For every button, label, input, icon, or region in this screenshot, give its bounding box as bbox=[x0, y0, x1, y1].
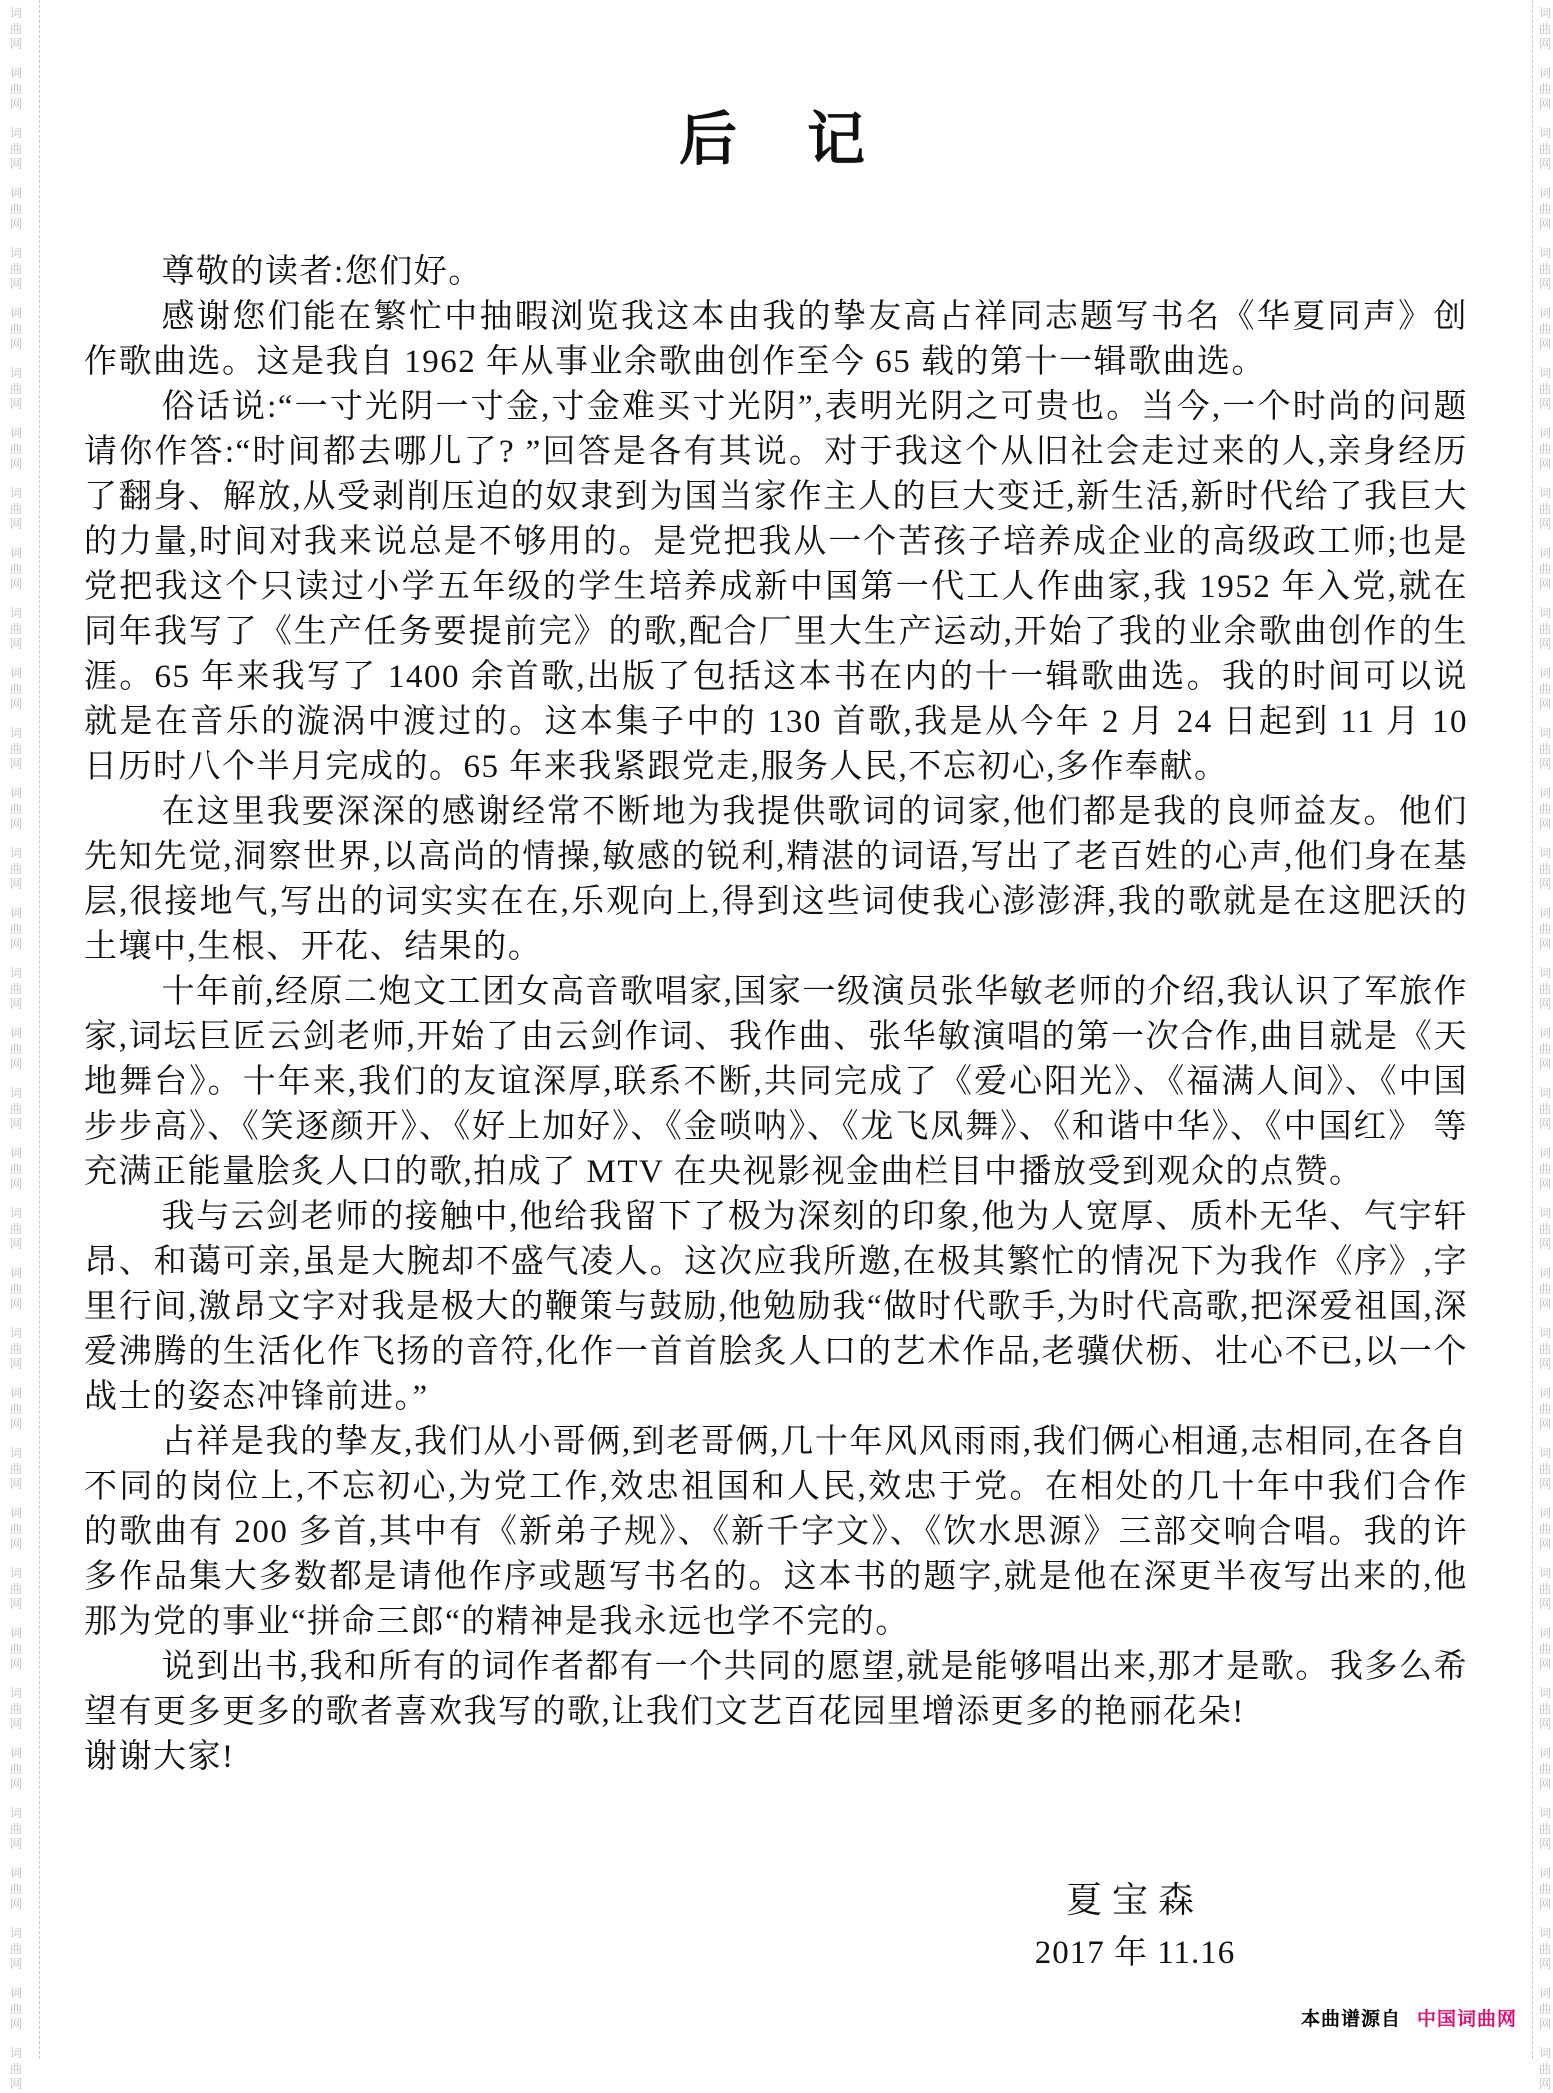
watermark-text: 词 曲 网 bbox=[9, 1326, 22, 1371]
watermark-text: 词 曲 网 bbox=[9, 1446, 22, 1491]
paragraph: 尊敬的读者:您们好。 bbox=[161, 254, 483, 290]
source-attribution bbox=[1301, 2006, 1517, 2032]
watermark-text: 词 曲 网 bbox=[9, 66, 22, 111]
watermark-text: 词 曲 网 bbox=[1538, 1146, 1551, 1191]
watermark-text: 词 曲 网 bbox=[9, 366, 22, 411]
watermark-text: 词 曲 网 bbox=[1538, 1686, 1551, 1731]
watermark-text: 词 曲 网 bbox=[1538, 606, 1551, 651]
paragraph: 说到出书,我和所有的词作者都有一个共同的愿望,就是能够唱出来,那才是歌。我多么希望有更多更多的歌者喜欢我写的歌,让我们文艺百花园里增添更多的艳丽花朵! bbox=[84, 1649, 1468, 1730]
watermark-text: 词 曲 网 bbox=[1538, 426, 1551, 471]
watermark-text: 词 曲 网 bbox=[9, 1986, 22, 2031]
watermark-text: 词 曲 网 bbox=[1538, 1506, 1551, 1551]
watermark-text: 词 曲 网 bbox=[1538, 786, 1551, 831]
afterword-body bbox=[84, 250, 1468, 1780]
watermark-text: 词 曲 网 bbox=[9, 1206, 22, 1251]
paragraph: 谢谢大家! bbox=[84, 1739, 235, 1775]
watermark-text: 词 曲 网 bbox=[9, 1086, 22, 1131]
watermark-text: 词 曲 网 bbox=[1538, 726, 1551, 771]
watermark-text: 词 曲 网 bbox=[1538, 966, 1551, 1011]
watermark-text: 词 曲 网 bbox=[9, 1026, 22, 1071]
watermark-column-left bbox=[8, 6, 24, 2091]
signature-date: 2017 年 11.16 bbox=[1034, 1935, 1236, 1971]
watermark-text: 词 曲 网 bbox=[1538, 6, 1551, 51]
watermark-text: 词 曲 网 bbox=[1538, 1326, 1551, 1371]
watermark-text: 词 曲 网 bbox=[1538, 186, 1551, 231]
watermark-text: 词 曲 网 bbox=[1538, 2046, 1551, 2091]
paragraph: 我与云剑老师的接触中,他给我留下了极为深刻的印象,他为人宽厚、质朴无华、气宇轩昂、和蔼可亲,虽是大腕却不盛气凌人。这次应我所邀,在极其繁忙的情况下为我作《序》,字里行间,激昂文字对我是极大的鞭策与鼓励,他勉励我“做时代歌手,为时代高歌,把深爱祖国,深爱沸腾的生活化作飞扬的音符,化作一首首脍炙人口的艺术作品,老骥伏枥、壮心不已,以一个战士的姿态冲锋前进。” bbox=[84, 1199, 1468, 1415]
paragraph: 俗话说:“一寸光阴一寸金,寸金难买寸光阴”,表明光阴之可贵也。当今,一个时尚的问题请你作答:“时间都去哪儿了? ”回答是各有其说。对于我这个从旧社会走过来的人,亲身经历了翻身、解放,从受剥削压迫的奴隶到为国当家作主人的巨大变迁,新生活,新时代给了我巨大的力量,时间对我来说总是不够用的。是党把我从一个苦孩子培养成企业的高级政工师;也是党把我这个只读过小学五年级的学生培养成新中国第一代工人作曲家,我 1952 年入党,就在同年我写了《生产任务要提前完》的歌,配合厂里大生产运动,开始了我的业余歌曲创作的生涯。65 年来我写了 1400 余首歌,出版了包括这本书在内的十一辑歌曲选。我的时间可以说就是在音乐的漩涡中渡过的。这本集子中的 130 首歌,我是从今年 2 月 24 日起到 11 月 10 日历时八个半月完成的。65 年来我紧跟党走,服务人民,不忘初心,多作奉献。 bbox=[84, 389, 1468, 785]
watermark-text: 词 曲 网 bbox=[9, 606, 22, 651]
watermark-text: 词 曲 网 bbox=[9, 546, 22, 591]
watermark-text: 词 曲 网 bbox=[9, 186, 22, 231]
paragraph: 感谢您们能在繁忙中抽暇浏览我这本由我的挚友高占祥同志题写书名《华夏同声》创作歌曲选。这是我自 1962 年从事业余歌曲创作至今 65 载的第十一辑歌曲选。 bbox=[84, 299, 1468, 380]
watermark-text: 词 曲 网 bbox=[1538, 1206, 1551, 1251]
page-title: 后 记 bbox=[678, 107, 871, 172]
watermark-text: 词 曲 网 bbox=[9, 426, 22, 471]
source-prefix-label: 本曲谱源自 bbox=[1300, 2008, 1401, 2030]
watermark-text: 词 曲 网 bbox=[9, 1266, 22, 1311]
watermark-text: 词 曲 网 bbox=[9, 1506, 22, 1551]
watermark-text: 词 曲 网 bbox=[9, 846, 22, 891]
watermark-text: 词 曲 网 bbox=[1538, 846, 1551, 891]
author-name: 夏宝森 bbox=[1065, 1880, 1204, 1920]
watermark-text: 词 曲 网 bbox=[1538, 1566, 1551, 1611]
watermark-text: 词 曲 网 bbox=[1538, 1386, 1551, 1431]
watermark-text: 词 曲 网 bbox=[1538, 1746, 1551, 1791]
watermark-text: 词 曲 网 bbox=[1538, 1626, 1551, 1671]
watermark-text: 词 曲 网 bbox=[9, 6, 22, 51]
watermark-text: 词 曲 网 bbox=[9, 306, 22, 351]
watermark-text: 词 曲 网 bbox=[1538, 1986, 1551, 2031]
watermark-text: 词 曲 网 bbox=[9, 1566, 22, 1611]
watermark-text: 词 曲 网 bbox=[1538, 126, 1551, 171]
signature-block bbox=[930, 1878, 1340, 1975]
watermark-text: 词 曲 网 bbox=[9, 906, 22, 951]
watermark-column-right bbox=[1537, 6, 1553, 2091]
watermark-text: 词 曲 网 bbox=[1538, 1026, 1551, 1071]
watermark-text: 词 曲 网 bbox=[1538, 1806, 1551, 1851]
left-dashed-divider bbox=[39, 0, 40, 2059]
watermark-text: 词 曲 网 bbox=[9, 126, 22, 171]
watermark-text: 词 曲 网 bbox=[1538, 1086, 1551, 1131]
watermark-text: 词 曲 网 bbox=[1538, 486, 1551, 531]
watermark-text: 词 曲 网 bbox=[1538, 1446, 1551, 1491]
watermark-text: 词 曲 网 bbox=[1538, 66, 1551, 111]
watermark-text: 词 曲 网 bbox=[9, 2046, 22, 2091]
paragraph: 在这里我要深深的感谢经常不断地为我提供歌词的词家,他们都是我的良师益友。他们先知先觉,洞察世界,以高尚的情操,敏感的锐利,精湛的词语,写出了老百姓的心声,他们身在基层,很接地气,写出的词实实在在,乐观向上,得到这些词使我心澎澎湃,我的歌就是在这肥沃的土壤中,生根、开花、结果的。 bbox=[84, 794, 1468, 965]
watermark-text: 词 曲 网 bbox=[9, 1926, 22, 1971]
watermark-text: 词 曲 网 bbox=[9, 1806, 22, 1851]
watermark-text: 词 曲 网 bbox=[9, 246, 22, 291]
watermark-text: 词 曲 网 bbox=[1538, 906, 1551, 951]
watermark-text: 词 曲 网 bbox=[9, 1866, 22, 1911]
watermark-text: 词 曲 网 bbox=[9, 726, 22, 771]
source-site-link[interactable]: 中国词曲网 bbox=[1416, 2008, 1517, 2030]
watermark-text: 词 曲 网 bbox=[9, 1146, 22, 1191]
watermark-text: 词 曲 网 bbox=[1538, 1926, 1551, 1971]
watermark-text: 词 曲 网 bbox=[9, 486, 22, 531]
watermark-text: 词 曲 网 bbox=[9, 966, 22, 1011]
watermark-text: 词 曲 网 bbox=[1538, 366, 1551, 411]
watermark-text: 词 曲 网 bbox=[1538, 546, 1551, 591]
watermark-text: 词 曲 网 bbox=[1538, 1866, 1551, 1911]
watermark-text: 词 曲 网 bbox=[9, 786, 22, 831]
watermark-text: 词 曲 网 bbox=[1538, 246, 1551, 291]
paragraph: 占祥是我的挚友,我们从小哥俩,到老哥俩,几十年风风雨雨,我们俩心相通,志相同,在各自不同的岗位上,不忘初心,为党工作,效忠祖国和人民,效忠于党。在相处的几十年中我们合作的歌曲有 200 多首,其中有《新弟子规》、《新千字文》、《饮水思源》三部交响合唱。我的许多作品集大多数都是请他作序或题写书名的。这本书的题字,就是他在深更半夜写出来的,他那为党的事业“拼命三郎“的精神是我永远也学不完的。 bbox=[84, 1424, 1468, 1640]
watermark-text: 词 曲 网 bbox=[9, 1386, 22, 1431]
watermark-text: 词 曲 网 bbox=[1538, 666, 1551, 711]
watermark-text: 词 曲 网 bbox=[9, 1746, 22, 1791]
paragraph: 十年前,经原二炮文工团女高音歌唱家,国家一级演员张华敏老师的介绍,我认识了军旅作家,词坛巨匠云剑老师,开始了由云剑作词、我作曲、张华敏演唱的第一次合作,曲目就是《天地舞台》。十年来,我们的友谊深厚,联系不断,共同完成了《爱心阳光》、《福满人间》、《中国步步高》、《笑逐颜开》、《好上加好》、《金唢呐》、《龙飞凤舞》、《和谐中华》、《中国红》 等充满正能量脍炙人口的歌,拍成了 MTV 在央视影视金曲栏目中播放受到观众的点赞。 bbox=[84, 974, 1468, 1190]
right-dashed-divider bbox=[1532, 0, 1533, 2059]
watermark-text: 词 曲 网 bbox=[1538, 1266, 1551, 1311]
watermark-text: 词 曲 网 bbox=[9, 1686, 22, 1731]
watermark-text: 词 曲 网 bbox=[1538, 306, 1551, 351]
watermark-text: 词 曲 网 bbox=[9, 666, 22, 711]
watermark-text: 词 曲 网 bbox=[9, 1626, 22, 1671]
